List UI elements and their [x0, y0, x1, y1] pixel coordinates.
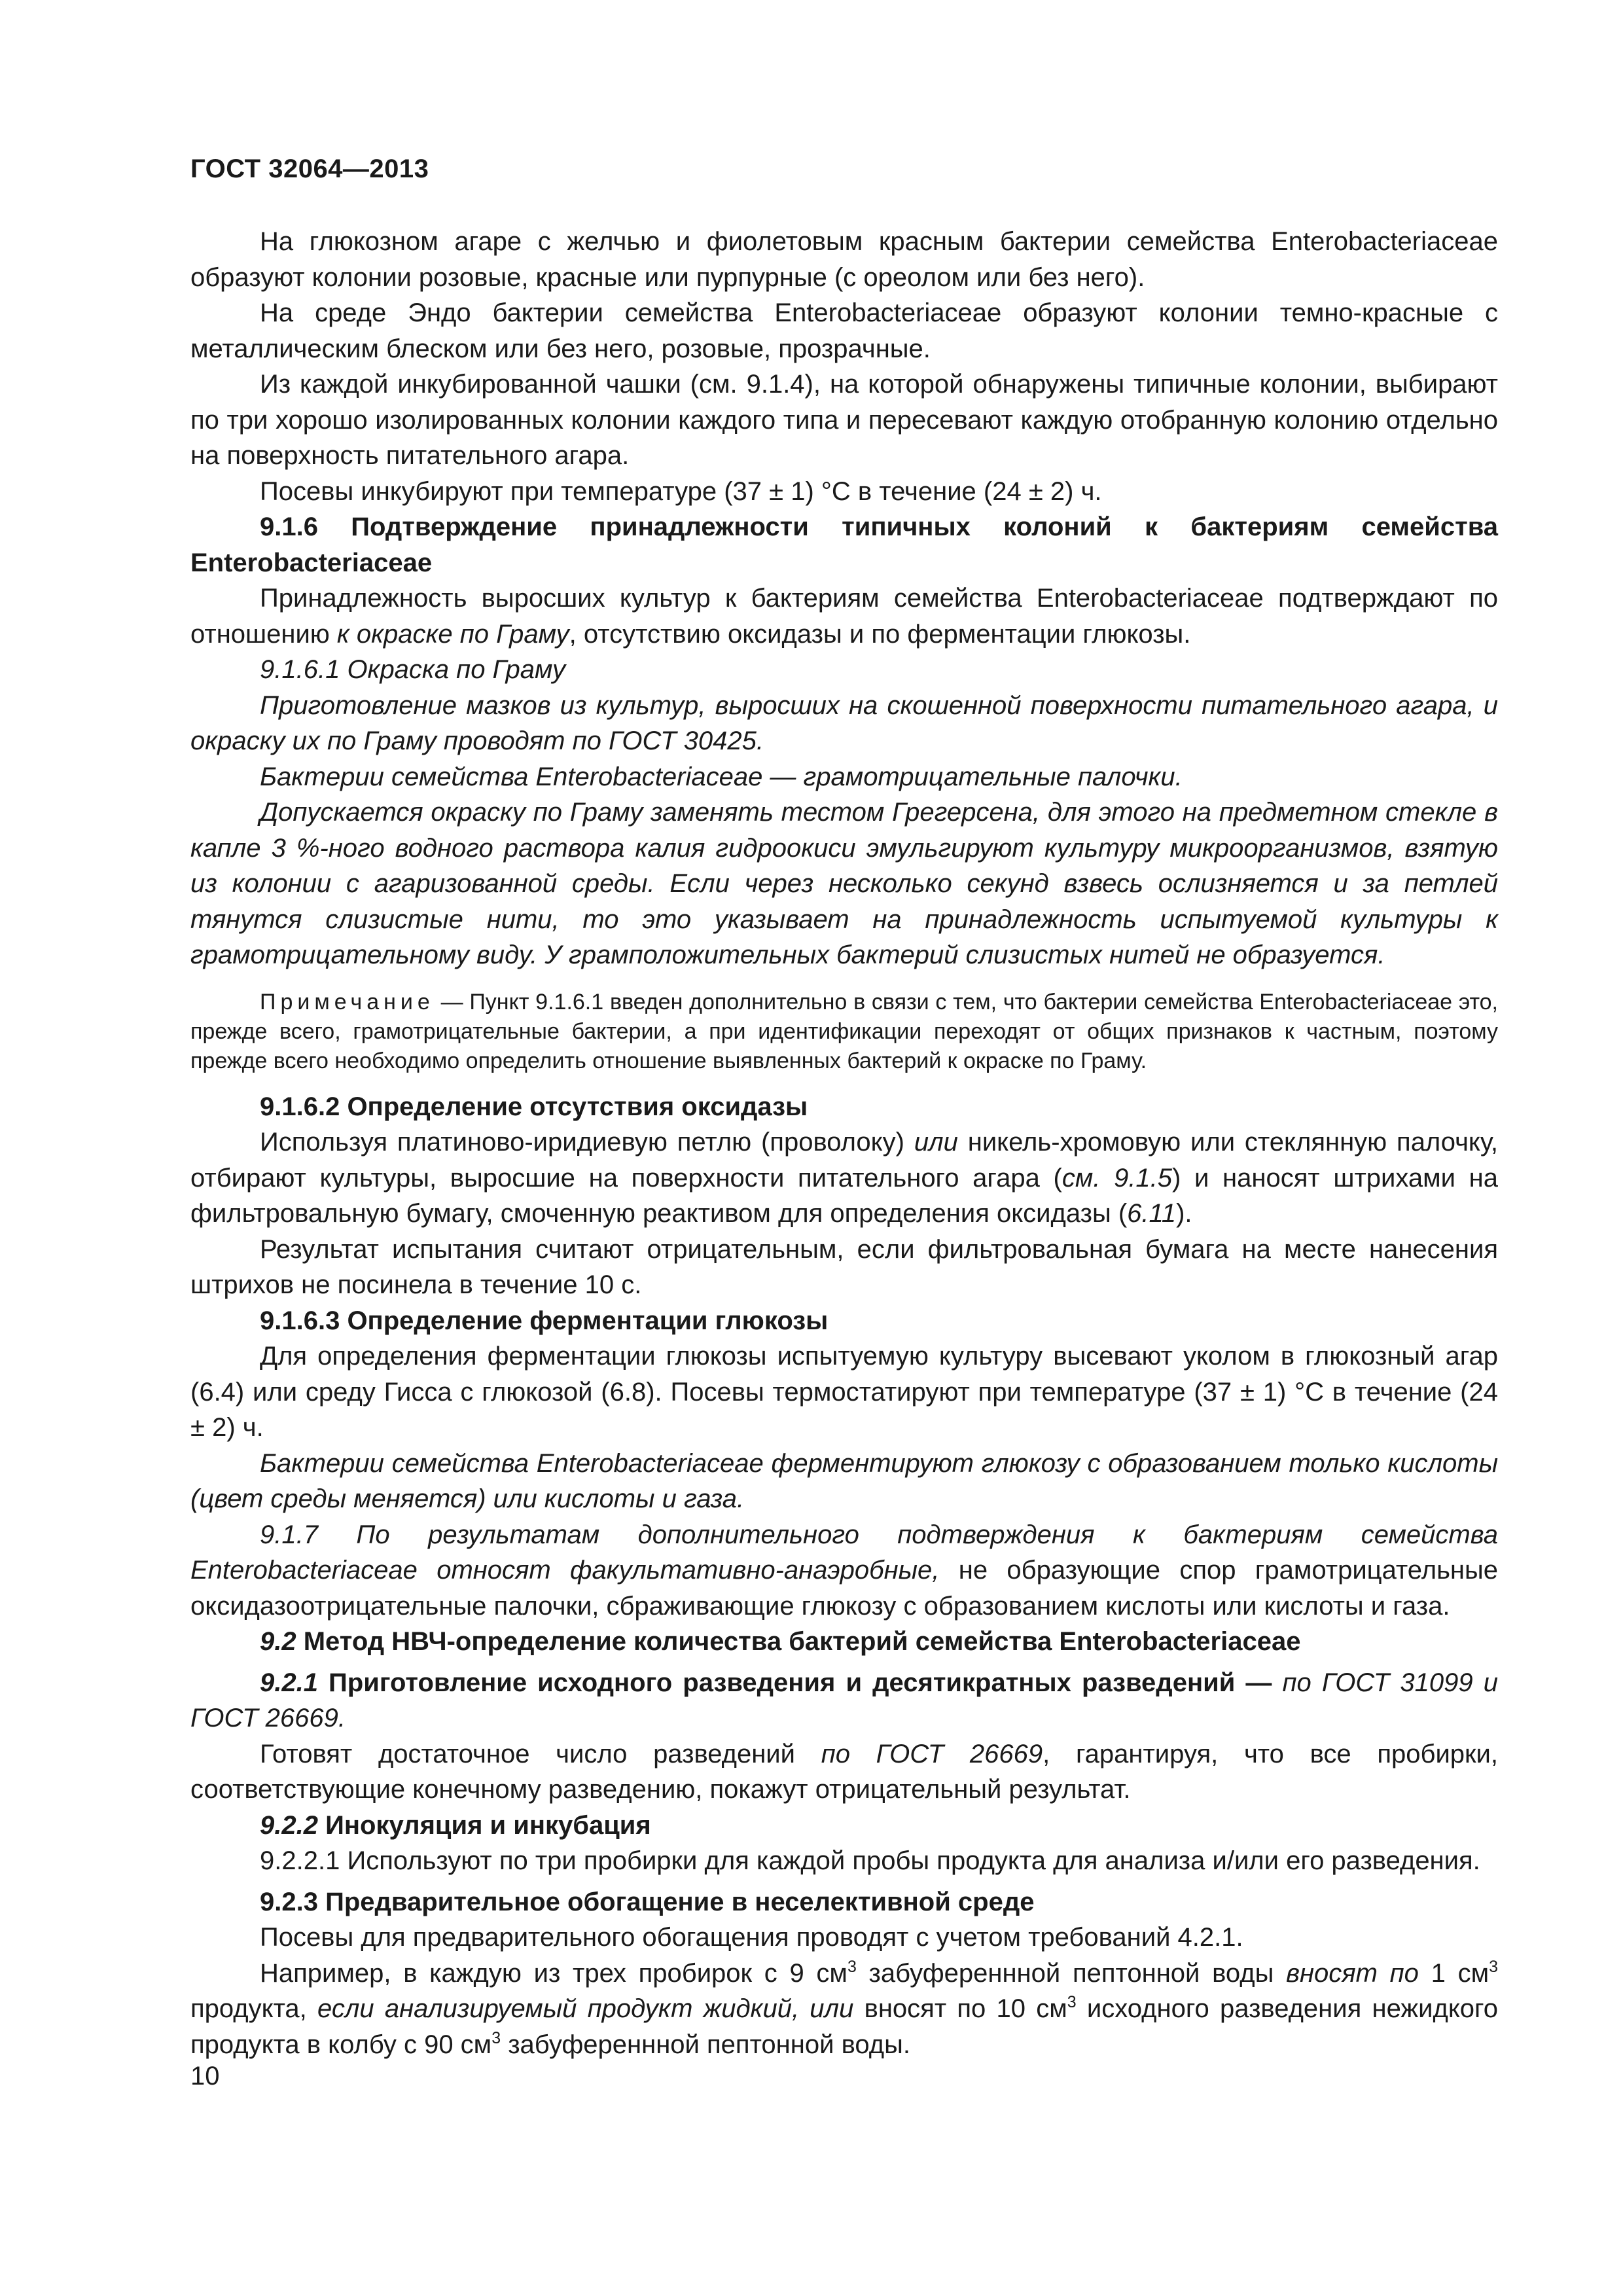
text-span: Принадлежность выросших культур к бактериям семейства Enterobacteriaceae подтверждают по отношению [190, 584, 1498, 649]
italic-span: 6.11 [1127, 1199, 1177, 1228]
document-body [190, 224, 1498, 2062]
text-span: , гарантируя, что все пробирки, соответствующие конечному разведению, покажут отрицательный результат. [190, 1739, 1498, 1804]
subsection-heading: 9.1.6.1 Окраска по Граму [260, 655, 566, 684]
paragraph: Для определения ферментации глюкозы испытуемую культуру высевают уколом в глюкозный агар (6.4) или среду Гисса с глюкозой (6.8). Посевы термостатируют при температуре (37 ± 1) °С в течение (24 ± 2) ч. [190, 1342, 1498, 1442]
section-heading [190, 1624, 1498, 1660]
section-heading [190, 1808, 1498, 1844]
paragraph: Из каждой инкубированной чашки (см. 9.1.4), на которой обнаружены типичные колонии, выбирают по три хорошо изолированных колонии каждого типа и пересевают каждую отобранную колонию отдельно на поверхность питательного агара. [190, 370, 1498, 470]
note-text: — Пункт 9.1.6.1 введен дополнительно в связи с тем, что бактерии семейства Enterobacteriaceae это, прежде всего, грамотрицательные бактерии, а при идентификации переходят от общих признаков к частным, поэтому прежде всего необходимо определить отношение выявленных бактерий к окраске по Граму. [190, 989, 1498, 1073]
section-title: Инокуляция и инкубация [317, 1810, 651, 1840]
text-span: продукта, [190, 1994, 318, 2023]
paragraph: На глюкозном агаре с желчью и фиолетовым красным бактерии семейства Enterobacteriaceae образуют колонии розовые, красные или пурпурные (с ореолом или без него). [190, 227, 1498, 292]
text-span: Используя платиново-иридиевую петлю (проволоку) [260, 1128, 914, 1157]
paragraph: 9.2.2.1 Используют по три пробирки для каждой пробы продукта для анализа и/или его разведения. [260, 1846, 1480, 1875]
document-header: ГОСТ 32064—2013 [190, 154, 429, 183]
text-span: ) и наносят штрихами на фильтровальную бумагу, смоченную реактивом для определения оксидазы ( [190, 1163, 1499, 1228]
section-number: 9.2.1 [260, 1668, 318, 1697]
subsection-heading: 9.1.6.2 Определение отсутствия оксидазы [260, 1092, 808, 1121]
italic-span: 9.1.7 По результатам дополнительного подтверждения к бактериям семейства Enterobacteriaceae относят факультативно-анаэробные, [190, 1520, 1498, 1585]
text-span: исходного разведения нежидкого продукта в колбу с 90 см [190, 1994, 1498, 2059]
superscript: 3 [1489, 1957, 1498, 1976]
paragraph: Посевы для предварительного обогащения проводят с учетом требований 4.2.1. [260, 1923, 1243, 1952]
paragraph: Посевы инкубируют при температуре (37 ± 1) °С в течение (24 ± 2) ч. [260, 476, 1102, 506]
text-span: никель-хромовую или стеклянную палочку, отбирают культуры, выросшие на поверхности питательного агара ( [190, 1128, 1498, 1193]
text-span: Готовят достаточное число разведений [260, 1739, 821, 1768]
text-span: , отсутствию оксидазы и по ферментации глюкозы. [569, 619, 1191, 649]
text-span: 1 см [1418, 1958, 1489, 1988]
paragraph: Результат испытания считают отрицательным, если фильтровальная бумага на месте нанесения штрихов не посинела в течение 10 с. [190, 1234, 1498, 1299]
text-span: вносят по 10 см [853, 1994, 1067, 2023]
paragraph [190, 1517, 1498, 1624]
superscript: 3 [491, 2028, 501, 2047]
italic-span: по ГОСТ 31099 и ГОСТ 26669. [190, 1668, 1499, 1732]
section-title: Приготовление исходного разведения и десятикратных разведений — [317, 1668, 1283, 1697]
note [190, 988, 1498, 1076]
paragraph [190, 1956, 1498, 2063]
section-number: 9.2 [260, 1627, 296, 1656]
paragraph: Бактерии семейства Enterobacteriaceae — грамотрицательные палочки. [260, 762, 1183, 791]
subsection-heading: 9.1.6.3 Определение ферментации глюкозы [260, 1306, 829, 1335]
italic-span: если анализируемый продукт жидкий, или [317, 1994, 854, 2023]
paragraph: Бактерии семейства Enterobacteriaceae ферментируют глюкозу с образованием только кислоты (цвет среды меняется) или кислоты и газа. [190, 1448, 1498, 1513]
text-span: не образующие спор грамотрицательные оксидазоотрицательные палочки, сбраживающие глюкозу с образованием кислоты или кислоты и газа. [190, 1556, 1498, 1621]
page-number: 10 [190, 2062, 220, 2090]
section-heading: 9.1.6 Подтверждение принадлежности типичных колоний к бактериям семейства Enterobacteriaceae [190, 512, 1498, 577]
italic-span: к окраске по Граму [336, 619, 569, 649]
italic-span: вносят по [1286, 1958, 1419, 1988]
italic-span: по ГОСТ 26669 [821, 1739, 1043, 1768]
paragraph: Допускается окраску по Граму заменять тестом Грегерсена, для этого на предметном стекле в капле 3 %-ного водного раствора калия гидроокиси эмульгируют культуру микроорганизмов, взятую из колонии с агаризованной среды. Если через несколько секунд взвесь ослизняется и за петлей тянутся слизистые нити, то это указывает на принадлежность испытуемой культуры к грамотрицательному виду. У грамположительных бактерий слизистых нитей не образуется. [190, 798, 1498, 969]
text-span: ). [1176, 1199, 1192, 1228]
text-span: забуференнной пептонной воды [856, 1958, 1287, 1988]
section-heading [190, 1665, 1498, 1736]
italic-span: см. 9.1.5 [1061, 1163, 1173, 1193]
superscript: 3 [1067, 1993, 1077, 2011]
section-heading: 9.2.3 Предварительное обогащение в неселективной среде [260, 1887, 1035, 1916]
paragraph [190, 1736, 1498, 1808]
paragraph [190, 581, 1498, 652]
note-label: Примечание [260, 989, 435, 1014]
text-span: забуференнной пептонной воды. [501, 2030, 910, 2059]
paragraph [190, 1124, 1498, 1232]
text-span: Например, в каждую из трех пробирок с 9 см [260, 1958, 847, 1988]
section-number: 9.2.2 [260, 1810, 318, 1840]
italic-span: или [914, 1128, 958, 1157]
paragraph: Приготовление мазков из культур, выросших на скошенной поверхности питательного агара, и окраску их по Граму проводят по ГОСТ 30425. [190, 691, 1498, 755]
superscript: 3 [847, 1957, 857, 1976]
section-title: Метод НВЧ-определение количества бактерий семейства Enterobacteriaceae [296, 1627, 1301, 1656]
paragraph: На среде Эндо бактерии семейства Enterobacteriaceae образуют колонии темно-красные с металлическим блеском или без него, розовые, прозрачные. [190, 298, 1499, 363]
